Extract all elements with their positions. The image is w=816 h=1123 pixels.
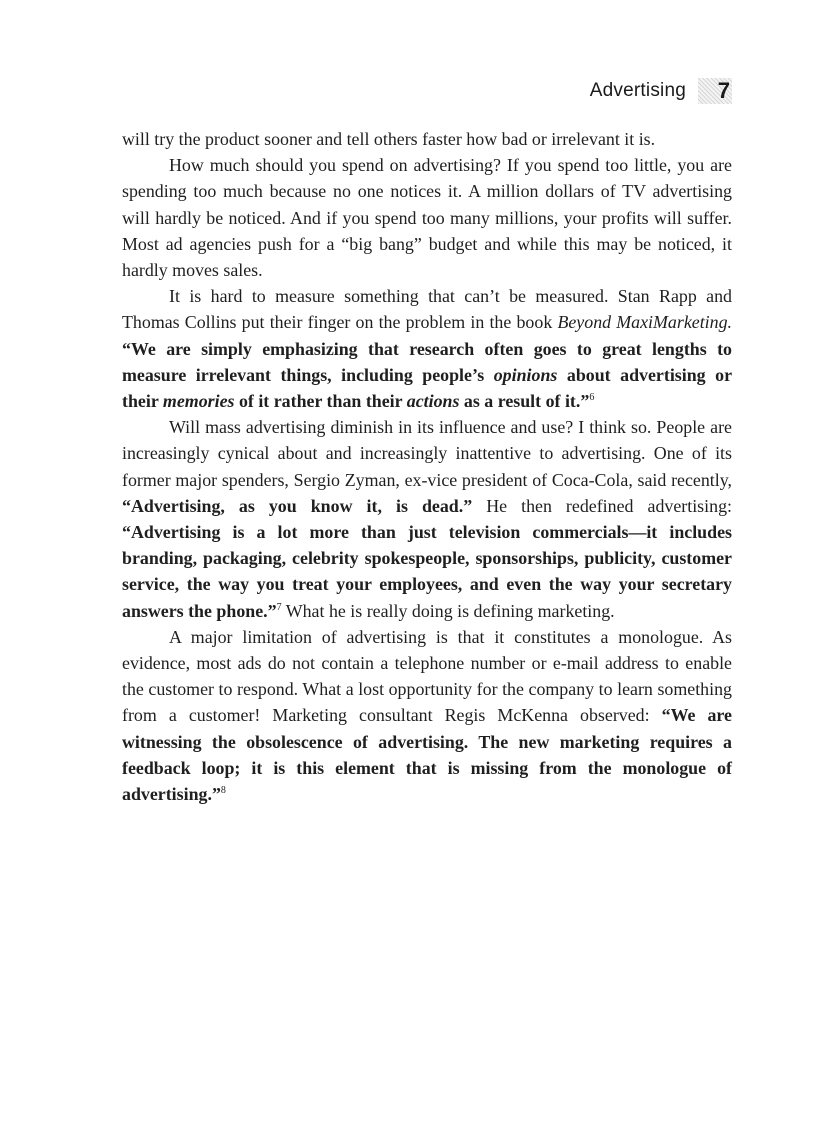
paragraph-4-text-c: What he is really doing is defining marketing.: [281, 600, 615, 621]
page-number: 7: [698, 78, 732, 104]
quote-zyman-dead: “Advertising, as you know it, is dead.”: [122, 495, 473, 516]
footnote-ref-7: 7: [276, 601, 282, 613]
paragraph-4-text-b: He then redefined advertising:: [472, 495, 732, 516]
paragraph-3-text: It is hard to measure something that can’t be measured. Stan Rapp and Thomas Collins put their finger on the problem in the book: [122, 286, 732, 333]
quote-rapp-collins-b: about advertising or their: [122, 364, 733, 412]
quote-emphasis-actions: actions: [406, 391, 460, 412]
quote-rapp-collins-a: “We are simply emphasizing that research often goes to great lengths to measure irrelevant things, including people’s: [122, 338, 732, 385]
running-head: [590, 78, 732, 104]
footnote-ref-6: 6: [589, 392, 595, 404]
paragraph-2-text: How much should you spend on advertising? If you spend too little, you are spending too much because no one notices it. A million dollars of TV advertising will hardly be noticed. And if you spend too many millions, your profits will suffer. Most ad agencies push for a “big bang” budget and while this may be noticed, it hardly moves sales.: [122, 155, 732, 281]
paragraph-1: [122, 126, 732, 152]
paragraph-4-text-a: Will mass advertising diminish in its influence and use? I think so. People are increasingly cynical about and increasingly inattentive to advertising. One of its former major spenders, Sergio Zyman, ex-vice president of Coca-Cola, said recently,: [122, 417, 732, 490]
paragraph-5-text: A major limitation of advertising is that it constitutes a monologue. As evidence, most ads do not contain a telephone number or e-mail address to enable the customer to respond. What a lost opportunity for the company to learn something from a customer! Marketing consultant Regis McKenna observed:: [122, 626, 732, 726]
running-title: Advertising: [589, 80, 686, 101]
paragraph-3: [122, 283, 732, 414]
quote-emphasis-memories: memories: [162, 391, 235, 412]
body-text: [122, 126, 732, 807]
paragraph-1-text: will try the product sooner and tell others faster how bad or irrelevant it is.: [122, 129, 656, 149]
paragraph-2: [122, 152, 732, 283]
quote-emphasis-opinions: opinions: [493, 364, 558, 385]
book-title: Beyond MaxiMarketing.: [557, 312, 733, 333]
quote-rapp-collins-c: of it rather than their: [234, 391, 407, 412]
quote-zyman-definition: “Advertising is a lot more than just television commercials—it includes branding, packaging, celebrity spokespeople, sponsorships, publicity, customer service, the way you treat your employees, and even the way your secretary answers the phone.”: [122, 522, 732, 621]
quote-rapp-collins-d: as a result of it.”: [459, 391, 590, 412]
paragraph-5: [122, 624, 732, 807]
quote-mckenna: “We are witnessing the obsolescence of advertising. The new marketing requires a feedback loop; it is this element that is missing from the monologue of advertising.”: [122, 705, 732, 805]
paragraph-4: [122, 414, 732, 624]
footnote-ref-8: 8: [220, 785, 226, 797]
